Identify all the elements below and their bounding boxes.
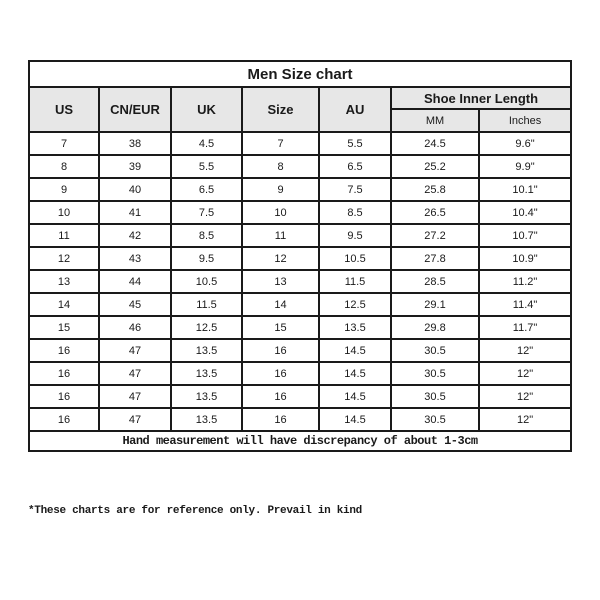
table-row [29, 247, 571, 270]
cell-cn-eur: 47 [99, 362, 171, 385]
cell-cn-eur: 45 [99, 293, 171, 316]
cell-mm: 30.5 [391, 339, 479, 362]
cell-us: 7 [29, 132, 99, 155]
cell-us: 16 [29, 362, 99, 385]
cell-cn-eur: 42 [99, 224, 171, 247]
measurement-note-row [29, 431, 571, 451]
cell-size: 9 [242, 178, 319, 201]
cell-au: 12.5 [319, 293, 391, 316]
table-row [29, 293, 571, 316]
cell-us: 11 [29, 224, 99, 247]
cell-au: 14.5 [319, 408, 391, 431]
cell-size: 7 [242, 132, 319, 155]
cell-cn-eur: 44 [99, 270, 171, 293]
cell-inches: 11.2" [479, 270, 571, 293]
table-row [29, 385, 571, 408]
cell-au: 5.5 [319, 132, 391, 155]
cell-size: 16 [242, 362, 319, 385]
cell-uk: 5.5 [171, 155, 242, 178]
cell-au: 14.5 [319, 362, 391, 385]
cell-us: 10 [29, 201, 99, 224]
cell-size: 8 [242, 155, 319, 178]
cell-uk: 13.5 [171, 385, 242, 408]
table-row [29, 339, 571, 362]
cell-inches: 9.9" [479, 155, 571, 178]
cell-uk: 9.5 [171, 247, 242, 270]
cell-uk: 13.5 [171, 339, 242, 362]
cell-uk: 10.5 [171, 270, 242, 293]
table-title: Men Size chart [29, 61, 571, 87]
col-header-size: Size [242, 87, 319, 132]
cell-size: 12 [242, 247, 319, 270]
cell-inches: 11.7" [479, 316, 571, 339]
cell-cn-eur: 47 [99, 385, 171, 408]
cell-uk: 6.5 [171, 178, 242, 201]
cell-uk: 12.5 [171, 316, 242, 339]
cell-size: 16 [242, 408, 319, 431]
cell-mm: 25.8 [391, 178, 479, 201]
cell-au: 11.5 [319, 270, 391, 293]
col-header-au: AU [319, 87, 391, 132]
cell-inches: 12" [479, 385, 571, 408]
cell-size: 13 [242, 270, 319, 293]
cell-us: 14 [29, 293, 99, 316]
table-row [29, 132, 571, 155]
table-title-row [29, 61, 571, 87]
cell-cn-eur: 46 [99, 316, 171, 339]
cell-uk: 7.5 [171, 201, 242, 224]
cell-size: 15 [242, 316, 319, 339]
table-row [29, 362, 571, 385]
cell-inches: 12" [479, 362, 571, 385]
cell-size: 10 [242, 201, 319, 224]
cell-inches: 12" [479, 408, 571, 431]
col-header-uk: UK [171, 87, 242, 132]
cell-mm: 26.5 [391, 201, 479, 224]
cell-mm: 28.5 [391, 270, 479, 293]
cell-mm: 24.5 [391, 132, 479, 155]
cell-cn-eur: 43 [99, 247, 171, 270]
table-row [29, 316, 571, 339]
cell-inches: 10.1" [479, 178, 571, 201]
cell-cn-eur: 47 [99, 339, 171, 362]
cell-mm: 29.8 [391, 316, 479, 339]
table-row [29, 155, 571, 178]
cell-uk: 13.5 [171, 362, 242, 385]
table-row [29, 408, 571, 431]
col-header-shoe-inner-length: Shoe Inner Length [391, 87, 571, 109]
cell-au: 7.5 [319, 178, 391, 201]
cell-inches: 10.7" [479, 224, 571, 247]
cell-au: 6.5 [319, 155, 391, 178]
cell-inches: 11.4" [479, 293, 571, 316]
cell-au: 14.5 [319, 385, 391, 408]
cell-au: 13.5 [319, 316, 391, 339]
col-header-cn-eur: CN/EUR [99, 87, 171, 132]
col-header-us: US [29, 87, 99, 132]
cell-us: 16 [29, 339, 99, 362]
cell-uk: 13.5 [171, 408, 242, 431]
cell-size: 16 [242, 385, 319, 408]
cell-size: 14 [242, 293, 319, 316]
cell-cn-eur: 47 [99, 408, 171, 431]
col-header-mm: MM [391, 109, 479, 132]
cell-us: 13 [29, 270, 99, 293]
cell-mm: 25.2 [391, 155, 479, 178]
table-row [29, 201, 571, 224]
cell-uk: 11.5 [171, 293, 242, 316]
men-size-chart-table [28, 60, 572, 452]
cell-inches: 10.4" [479, 201, 571, 224]
cell-us: 8 [29, 155, 99, 178]
cell-inches: 10.9" [479, 247, 571, 270]
cell-us: 15 [29, 316, 99, 339]
cell-mm: 29.1 [391, 293, 479, 316]
cell-us: 12 [29, 247, 99, 270]
cell-au: 8.5 [319, 201, 391, 224]
cell-cn-eur: 38 [99, 132, 171, 155]
cell-us: 16 [29, 408, 99, 431]
table-row [29, 270, 571, 293]
cell-us: 16 [29, 385, 99, 408]
cell-size: 11 [242, 224, 319, 247]
cell-mm: 27.2 [391, 224, 479, 247]
col-header-inches: Inches [479, 109, 571, 132]
cell-size: 16 [242, 339, 319, 362]
header-row [29, 87, 571, 109]
cell-cn-eur: 40 [99, 178, 171, 201]
reference-footnote: *These charts are for reference only. Prevail in kind [28, 505, 362, 517]
cell-uk: 8.5 [171, 224, 242, 247]
cell-mm: 30.5 [391, 385, 479, 408]
cell-au: 14.5 [319, 339, 391, 362]
cell-au: 10.5 [319, 247, 391, 270]
cell-au: 9.5 [319, 224, 391, 247]
cell-mm: 30.5 [391, 362, 479, 385]
cell-us: 9 [29, 178, 99, 201]
cell-inches: 12" [479, 339, 571, 362]
table-row [29, 224, 571, 247]
cell-inches: 9.6" [479, 132, 571, 155]
table-row [29, 178, 571, 201]
cell-uk: 4.5 [171, 132, 242, 155]
cell-mm: 30.5 [391, 408, 479, 431]
cell-cn-eur: 39 [99, 155, 171, 178]
cell-mm: 27.8 [391, 247, 479, 270]
cell-cn-eur: 41 [99, 201, 171, 224]
measurement-note: Hand measurement will have discrepancy of about 1-3cm [29, 431, 571, 451]
